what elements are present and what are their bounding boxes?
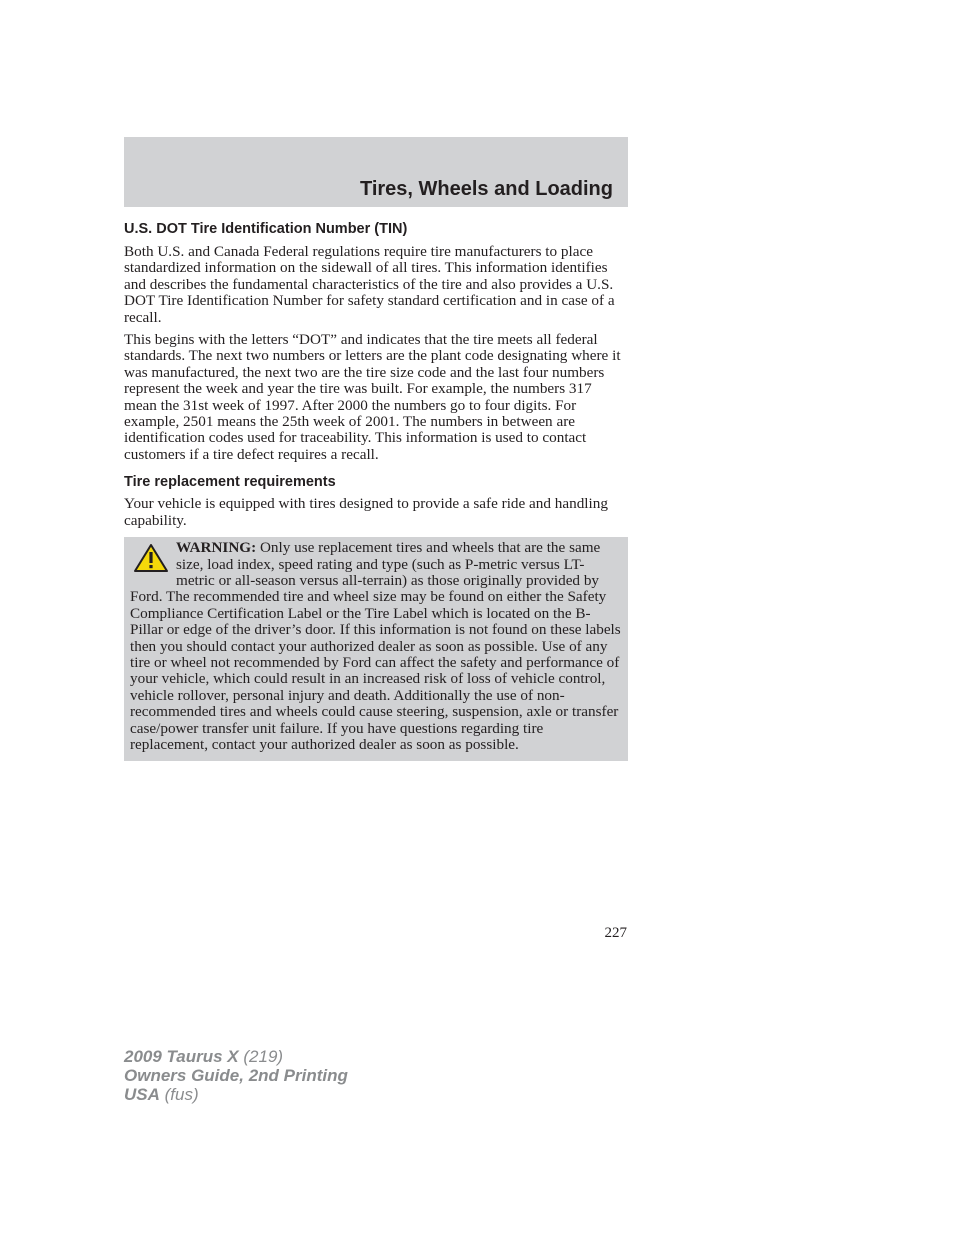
tin-paragraph-1: Both U.S. and Canada Federal regulations require tire manufacturers to place standardized information on the sidewall of all tires. This information identifies and describes the fundamental characteristics of the tire and also provides a U.S. DOT Tire Identification Number for safety standard certification and in case of a recall. [124, 243, 615, 326]
tin-heading: U.S. DOT Tire Identification Number (TIN) [124, 221, 408, 237]
page-number: 227 [604, 925, 627, 941]
footer-line-3: USA (fus) [124, 1085, 199, 1104]
warning-label: WARNING: [176, 539, 257, 557]
warning-triangle-icon [133, 543, 169, 573]
section-title: Tires, Wheels and Loading [359, 178, 613, 200]
replacement-heading: Tire replacement requirements [124, 474, 336, 491]
tin-paragraph-2: This begins with the letters “DOT” and indicates that the tire meets all federal standards. The next two numbers or letters are the plant code designating where it was manufactured, the next two are the tire size code and the last four numbers represent the week and year the tire was built. For example, the numbers 317 mean the 31st week of 1997. After 2000 the numbers go to four digits. For example, 2501 means the 25th week of 2001. The numbers in between are identification codes used for traceability. This information is used to contact customers if a tire defect requires a recall. [124, 331, 621, 463]
footer-line-1: 2009 Taurus X (219) [124, 1047, 284, 1066]
page-content [124, 220, 628, 761]
warning-body: Only use replacement tires and wheels that are the same size, load index, speed rating and type (such as P-metric versus LT-metric or all-season versus all-terrain) as those originally provided by Ford. The recommended tire and wheel size may be found on either the Safety Compliance Certification Label or the Tire Label which is located on the B-Pillar or edge of the driver’s door. If this information is not found on these labels then you should contact your authorized dealer as soon as possible. Use of any tire or wheel not recommended by Ford can affect the safety and performance of your vehicle, which could result in an increased risk of loss of vehicle control, vehicle rollover, personal injury and death. Additionally the use of non-recommended tires and wheels could cause steering, suspension, axle or transfer case/power transfer unit failure. If you have questions regarding tire replacement, contact your authorized dealer as soon as possible. [130, 539, 621, 753]
warning-box [124, 537, 628, 761]
warning-text [130, 540, 622, 753]
section-header-band [124, 137, 628, 207]
footer-line-2: Owners Guide, 2nd Printing [124, 1066, 348, 1085]
replacement-paragraph: Your vehicle is equipped with tires designed to provide a safe ride and handling capability. [124, 495, 608, 529]
document-footer [124, 1047, 348, 1104]
